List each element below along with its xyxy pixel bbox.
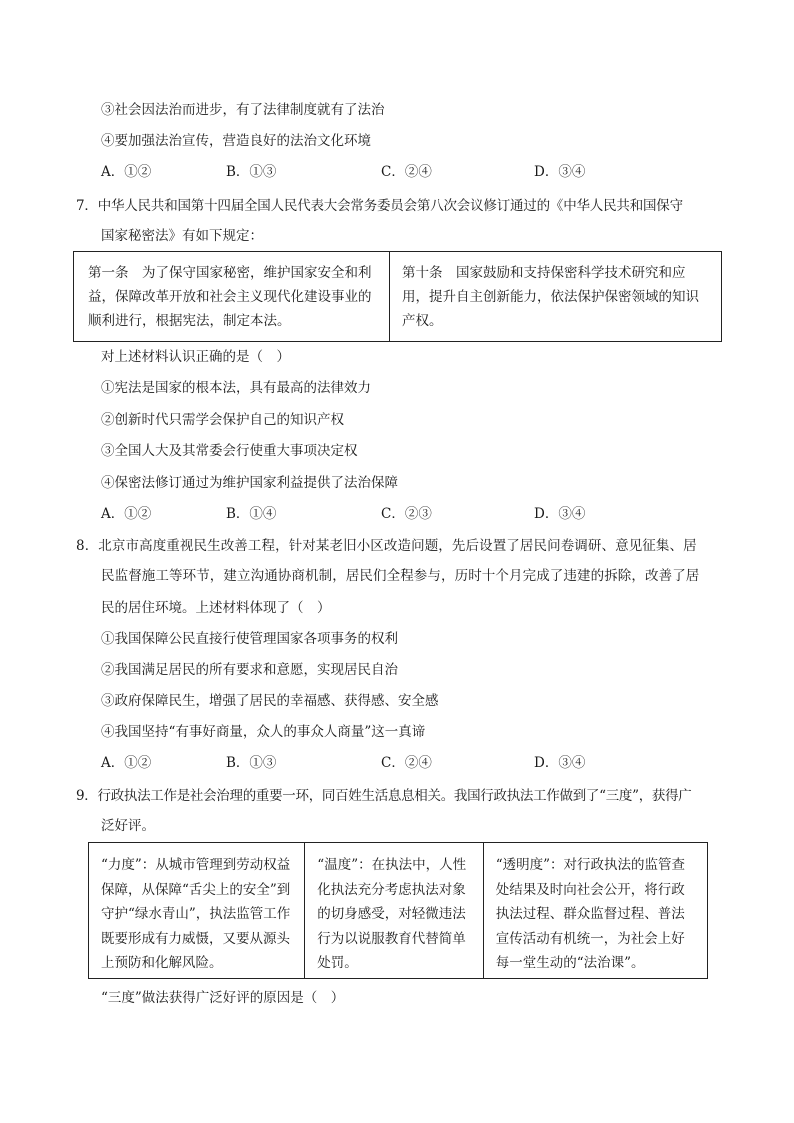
q6-item-4: ④要加强法治宣传，营造良好的法治文化环境 [101, 133, 371, 149]
q9-stem-line-2: 泛好评。 [101, 818, 155, 834]
q9-transparency-cell: “透明度”：对行政执法的监管查处结果及时向社会公开，将行政执法过程、群众监督过程、普法宣传活动有机统一，为社会上好每一堂生动的“法治课”。 [483, 843, 707, 978]
q8-item-4: ④我国坚持“有事好商量，众人的事众人商量”这一真谛 [101, 724, 426, 740]
q8-item-2: ②我国满足居民的所有要求和意愿，实现居民自治 [101, 662, 398, 678]
q6-option-d: D．③④ [534, 164, 586, 180]
q8-option-b: B．①③ [226, 755, 277, 771]
q7-stem-line-1: 7．中华人民共和国第十四届全国人民代表大会常务委员会第八次会议修订通过的《中华人民共和国保守 [76, 198, 683, 214]
q7-stem-line-2: 国家秘密法》有如下规定： [101, 228, 263, 244]
q6-option-a: A．①② [101, 164, 152, 180]
q9-warmth-cell: “温度”：在执法中，人性化执法充分考虑执法对象的切身感受，对轻微违法行为以说服教育代替简单处罚。 [304, 843, 482, 978]
q9-strength-cell: “力度”：从城市管理到劳动权益保障，从保障“舌尖上的安全”到守护“绿水青山”，执法监管工作既要形成有力威慑，又要从源头上预防和化解风险。 [101, 857, 291, 971]
q8-option-a: A．①② [101, 755, 152, 771]
q7-option-a: A．①② [101, 506, 152, 522]
q7-option-b: B．①④ [226, 506, 277, 522]
q8-item-1: ①我国保障公民直接行使管理国家各项事务的权利 [101, 631, 398, 647]
q7-item-4: ④保密法修订通过为维护国家利益提供了法治保障 [101, 475, 398, 491]
q7-law-articles-box [73, 251, 722, 342]
q7-item-3: ③全国人大及其常委会行使重大事项决定权 [101, 443, 358, 459]
q8-option-d: D．③④ [534, 755, 586, 771]
q8-stem-line-3: 民的居住环境。上述材料体现了（ ） [101, 600, 331, 616]
q9-question: “三度”做法获得广泛好评的原因是（ ） [101, 990, 345, 1006]
q6-item-3: ③社会因法治而进步，有了法律制度就有了法治 [101, 102, 385, 118]
q8-item-3: ③政府保障民生，增强了居民的幸福感、获得感、安全感 [101, 693, 439, 709]
q7-article-10-text: 第十条 国家鼓励和支持保密科学技术研究和应用，提升自主创新能力，依法保护保密领域的知识产权。 [402, 264, 700, 329]
q7-option-c: C．②③ [381, 506, 432, 522]
q7-item-2: ②创新时代只需学会保护自己的知识产权 [101, 412, 344, 428]
q9-stem-line-1: 9．行政执法工作是社会治理的重要一环，同百姓生活息息相关。我国行政执法工作做到了“三度”，获得广 [76, 788, 692, 804]
q8-stem-line-2: 民监督施工等环节，建立沟通协商机制，居民们全程参与，历时十个月完成了违建的拆除，改善了居 [101, 568, 700, 584]
q6-option-b: B．①③ [226, 164, 277, 180]
q9-three-degrees-box [88, 842, 708, 979]
q7-article-10 [389, 252, 721, 341]
q6-option-c: C．②④ [381, 164, 432, 180]
q7-option-d: D．③④ [534, 506, 586, 522]
q7-item-1: ①宪法是国家的根本法，具有最高的法律效力 [101, 380, 371, 396]
q7-article-1: 第一条 为了保守国家秘密，维护国家安全和利益，保障改革开放和社会主义现代化建设事业的顺利进行，根据宪法，制定本法。 [88, 265, 372, 329]
q8-stem-line-1: 8．北京市高度重视民生改善工程，针对某老旧小区改造问题，先后设置了居民问卷调研、意见征集、居 [76, 538, 697, 554]
q7-question: 对上述材料认识正确的是（ ） [101, 349, 290, 365]
q8-option-c: C．②④ [381, 755, 432, 771]
